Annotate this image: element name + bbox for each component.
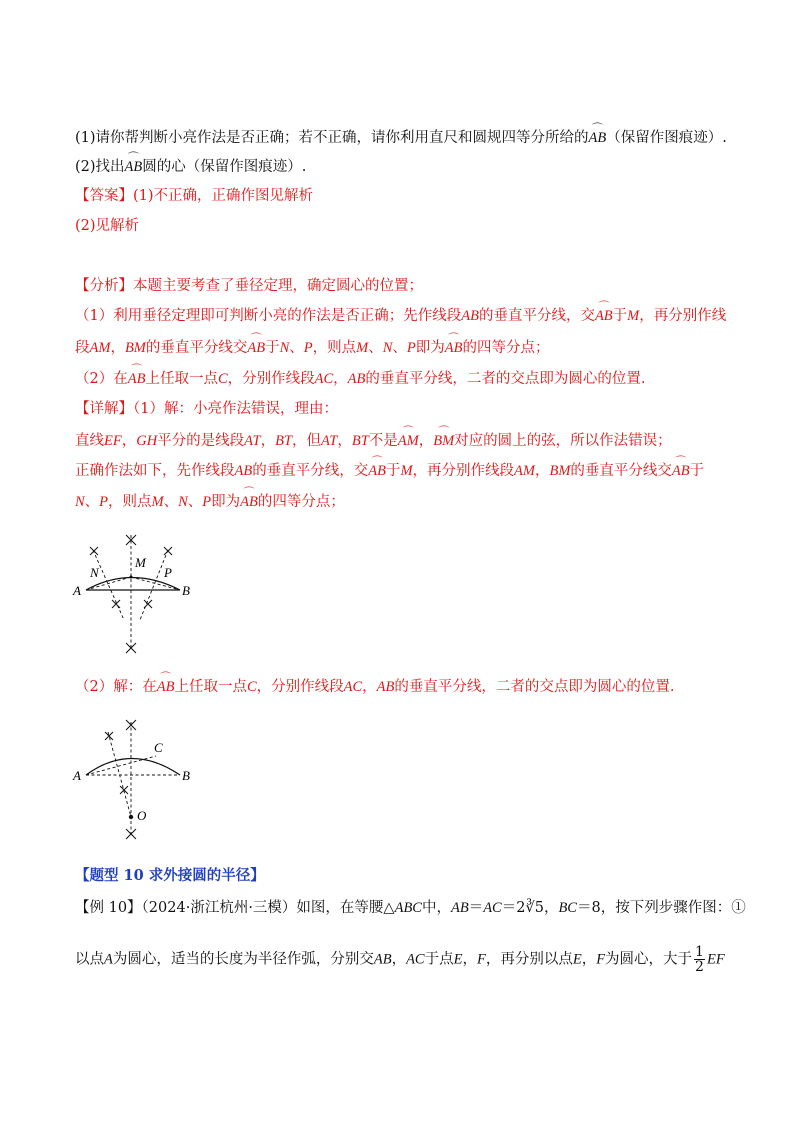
answer: 【答案】(1)不正确，正确作图见解析 (75, 188, 314, 204)
label-a2: A (73, 768, 81, 783)
label-b: B (182, 583, 190, 598)
analysis-line-3: （2）在⌒ AB上任取一点C，分别作线段AC，AB的垂直平分线，二者的交点即为圆心的位置. (75, 369, 645, 389)
detail-line-1: 直线EF，GH平分的是线段AT，BT，但AT，BT不是⌒ AM，⌒ BM对应的圆上的弦，所以作法错误； (75, 431, 672, 451)
point-o (129, 815, 133, 819)
answer-2: (2)见解析 (75, 218, 140, 234)
detail-line-2: 正确作法如下，先作线段AB的垂直平分线，交⌒ AB于M，再分别作线段AM，BM的垂直平分线交⌒ AB于 (75, 461, 704, 481)
question-2: (2)找出⌒ AB圆的心（保留作图痕迹）. (75, 157, 306, 177)
analysis-line-1: （1）利用垂径定理即可判断小亮的作法是否正确；先作线段AB的垂直平分线，交⌒ AB于M，再分别作线 (75, 306, 726, 326)
label-m: M (135, 555, 146, 570)
question-1: (1)请你帮判断小亮作法是否正确；若不正确，请你利用直尺和圆规四等分所给的⌒ AB（保留作图痕迹）. (75, 128, 727, 148)
figure-quartering (68, 525, 198, 660)
analysis: 【分析】本题主要考查了垂径定理，确定圆心的位置； (75, 278, 423, 294)
point-m (130, 576, 133, 579)
analysis-line-2: 段AM，BM的垂直平分线交⌒ AB于N、P，则点M、N、P即为⌒ AB的四等分点； (75, 338, 549, 358)
arc-ab: ⌒ AB (589, 130, 607, 146)
detail-line-3: N、P，则点M、N、P即为⌒ AB的四等分点； (75, 492, 345, 512)
label-n: N (90, 565, 99, 580)
figure-center (68, 712, 198, 847)
solution-2: （2）解：在⌒ AB上任取一点C，分别作线段AC，AB的垂直平分线，二者的交点即为圆心的位置. (75, 677, 674, 697)
label-a: A (73, 583, 81, 598)
label-c: C (154, 740, 163, 755)
example-line-1: 【例 10】（2024·浙江杭州·三模）如图，在等腰△ABC中，AB＝AC＝2∛5，BC＝8，按下列步骤作图：① (75, 900, 746, 916)
label-b2: B (182, 768, 190, 783)
example-line-2: 以点A为圆心，适当的长度为半径作弧，分别交AB，AC于点E，F，再分别以点E，F为圆心，大于 $\frac{1}{2}$ EF (75, 944, 725, 975)
label-p: P (164, 565, 172, 580)
section-title: 【题型 10 求外接圆的半径】 (75, 867, 265, 884)
arc-ab: ⌒ AB (125, 159, 143, 175)
label-o: O (137, 808, 147, 823)
fraction-half: $\frac{1}{2}$ (695, 944, 704, 975)
detail: 【详解】（1）解：小亮作法错误，理由： (75, 401, 338, 417)
